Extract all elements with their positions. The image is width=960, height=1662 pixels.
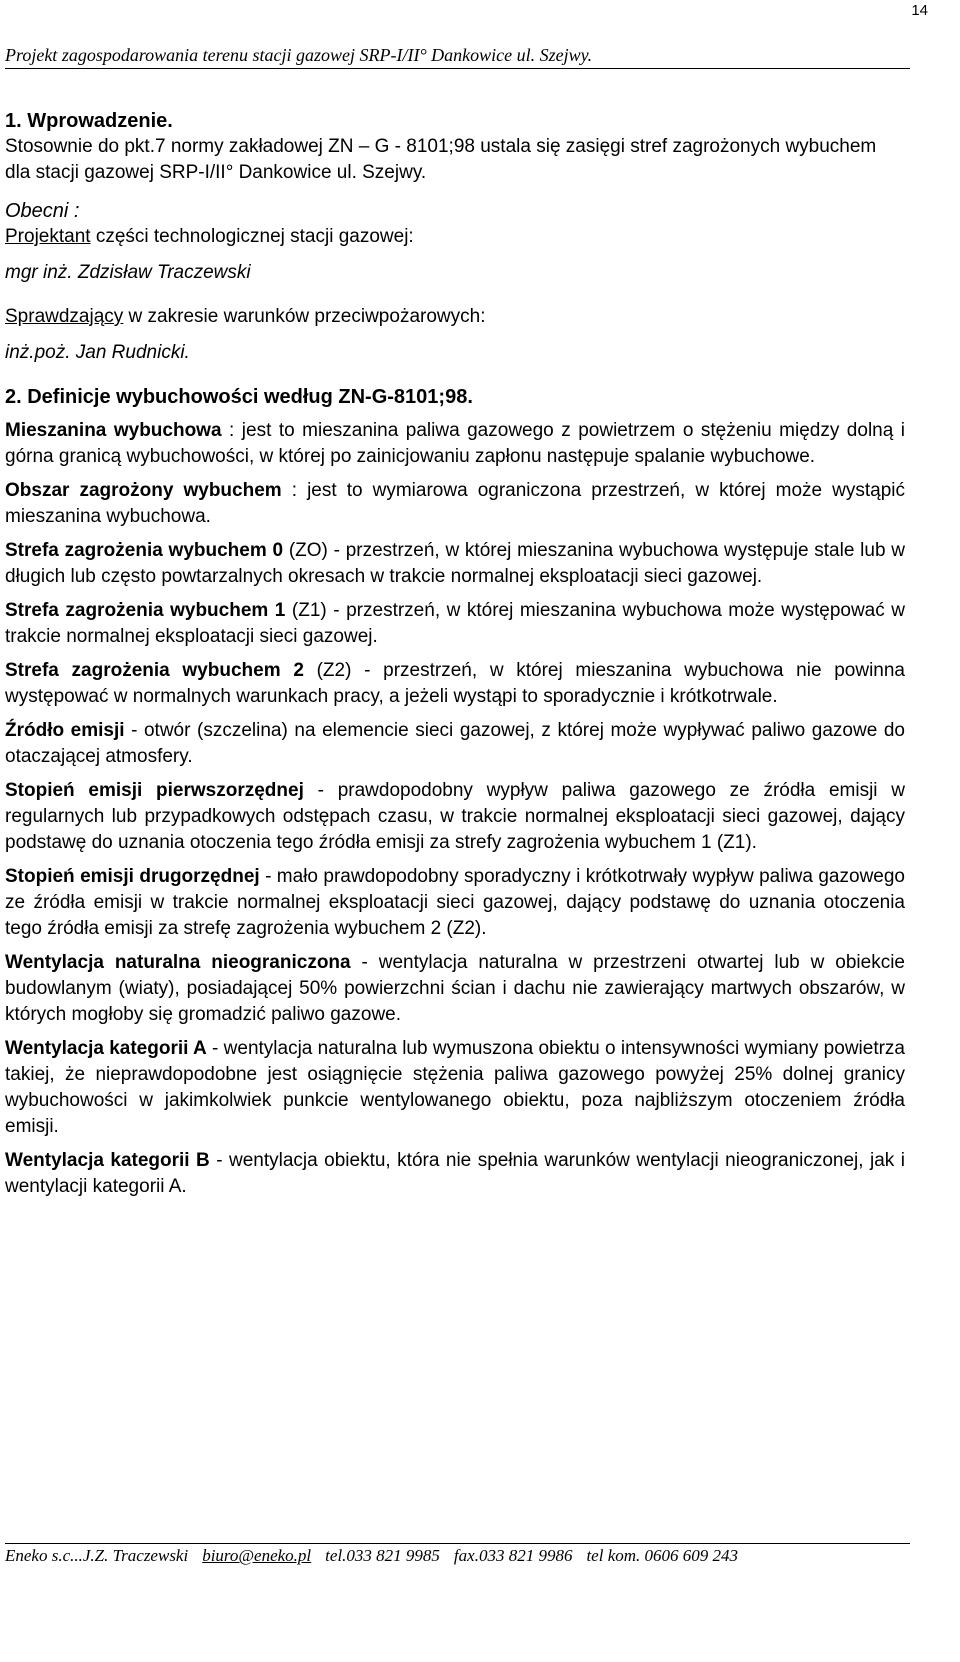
checker-role-label: Sprawdzający bbox=[5, 306, 124, 327]
definition-text: : jest to wymiarowa ograniczona przestrzeń, w której może wystąpić mieszanina wybuchowa. bbox=[5, 480, 905, 527]
designer-role-label: Projektant bbox=[5, 226, 91, 247]
definition-term: Stopień emisji pierwszorzędnej bbox=[5, 780, 304, 801]
definition-item bbox=[5, 950, 905, 1028]
footer-mobile: tel kom. 0606 609 243 bbox=[586, 1546, 739, 1565]
definition-item bbox=[5, 778, 905, 856]
definition-text: (Z1) - przestrzeń, w której mieszanina wybuchowa może występować w trakcie normalnej eksploatacji sieci gazowej. bbox=[5, 600, 905, 647]
checker-name: inż.poż. Jan Rudnicki. bbox=[5, 342, 190, 363]
definition-text: : jest to mieszanina paliwa gazowego z powietrzem o stężeniu między dolną i górna granicą wybuchowości, w której po zainicjowaniu zapłonu następuje spalanie wybuchowe. bbox=[5, 420, 906, 467]
definition-text: - otwór (szczelina) na elemencie sieci gazowej, z której może wypływać paliwo gazowe do otaczającej atmosfery. bbox=[5, 720, 905, 767]
definition-item bbox=[5, 1148, 905, 1200]
definition-text: - wentylacja naturalna lub wymuszona obiektu o intensywności wymiany powietrza takiej, że nieprawdopodobne jest osiągnięcie stężenia paliwa gazowego powyżej 25% dolnej granicy wybuchowości w jakimkolwiek punkcie wentylowanego obiektu, poza najbliższym otoczeniem źródła emisji. bbox=[5, 1038, 905, 1137]
designer-name: mgr inż. Zdzisław Traczewski bbox=[5, 262, 251, 283]
intro-paragraph: Stosownie do pkt.7 normy zakładowej ZN – G - 8101;98 ustala się zasięgi stref zagrożonych wybuchem dla stacji gazowej SRP-I/II° Dankowice ul. Szejwy. bbox=[5, 136, 877, 183]
section-1-title: 1. Wprowadzenie. bbox=[5, 110, 173, 132]
definition-item bbox=[5, 1036, 905, 1140]
definition-term: Wentylacja naturalna nieograniczona bbox=[5, 952, 351, 973]
definition-term: Obszar zagrożony wybuchem bbox=[5, 480, 282, 501]
definition-text: (ZO) - przestrzeń, w której mieszanina wybuchowa występuje stale lub w długich lub często powtarzalnych okresach w trakcie normalnej eksploatacji sieci gazowej. bbox=[5, 540, 905, 587]
definition-text: - prawdopodobny wypływ paliwa gazowego ze źródła emisji w regularnych lub przypadkowych odstępach czasu, w trakcie normalnej eksploatacji sieci gazowej, dający podstawę do uznania otoczenia tego źródła emisji za strefy zagrożenia wybuchem 1 (Z1). bbox=[5, 780, 905, 853]
page-number: 14 bbox=[911, 2, 928, 19]
page-footer bbox=[5, 1543, 910, 1566]
attendees-heading: Obecni : bbox=[5, 200, 80, 222]
designer-role bbox=[5, 224, 905, 250]
footer-company: Eneko s.c...J.Z. Traczewski bbox=[5, 1546, 189, 1565]
checker-role-text: w zakresie warunków przeciwpożarowych: bbox=[123, 306, 486, 327]
definition-item bbox=[5, 864, 905, 942]
document-body bbox=[5, 108, 905, 1200]
definition-item bbox=[5, 418, 905, 470]
definition-text: (Z2) - przestrzeń, w której mieszanina wybuchowa nie powinna występować w normalnych warunkach pracy, a jeżeli wystąpi to sporadycznie i krótkotrwale. bbox=[5, 660, 905, 707]
definition-term: Strefa zagrożenia wybuchem 1 bbox=[5, 600, 286, 621]
definition-term: Mieszanina wybuchowa bbox=[5, 420, 222, 441]
definition-term: Strefa zagrożenia wybuchem 2 bbox=[5, 660, 304, 681]
footer-fax: fax.033 821 9986 bbox=[453, 1546, 573, 1565]
running-header: Projekt zagospodarowania terenu stacji gazowej SRP-I/II° Dankowice ul. Szejwy. bbox=[5, 44, 910, 69]
definition-text: - mało prawdopodobny sporadyczny i krótkotrwały wypływ paliwa gazowego ze źródła emisji w trakcie normalnej eksploatacji sieci gazowej, dający podstawę do uznania otoczenia tego źródła emisji za strefę zagrożenia wybuchem 2 (Z2). bbox=[5, 866, 905, 939]
footer-tel: tel.033 821 9985 bbox=[325, 1546, 440, 1565]
definition-term: Strefa zagrożenia wybuchem 0 bbox=[5, 540, 284, 561]
definition-term: Wentylacja kategorii B bbox=[5, 1150, 210, 1171]
definitions-list bbox=[5, 418, 905, 1200]
definition-text: - wentylacja obiektu, która nie spełnia warunków wentylacji nieograniczonej, jak i wentylacji kategorii A. bbox=[5, 1150, 905, 1197]
definition-term: Wentylacja kategorii A bbox=[5, 1038, 207, 1059]
definition-text: - wentylacja naturalna w przestrzeni otwartej lub w obiekcie budowlanym (wiaty), posiadającej 50% powierzchni ścian i dachu nie zawierający martwych obszarów, w których mogłoby się gromadzić paliwo gazowe. bbox=[5, 952, 905, 1025]
definition-term: Źródło emisji bbox=[5, 720, 125, 741]
checker-role bbox=[5, 304, 905, 330]
definition-item bbox=[5, 598, 905, 650]
definition-term: Stopień emisji drugorzędnej bbox=[5, 866, 260, 887]
definition-item bbox=[5, 478, 905, 530]
footer-email-link[interactable]: biuro@eneko.pl bbox=[202, 1546, 312, 1565]
designer-role-text: części technologicznej stacji gazowej: bbox=[90, 226, 414, 247]
definition-item bbox=[5, 538, 905, 590]
definition-item bbox=[5, 718, 905, 770]
section-2-title: 2. Definicje wybuchowości według ZN-G-8101;98. bbox=[5, 386, 473, 408]
definition-item bbox=[5, 658, 905, 710]
